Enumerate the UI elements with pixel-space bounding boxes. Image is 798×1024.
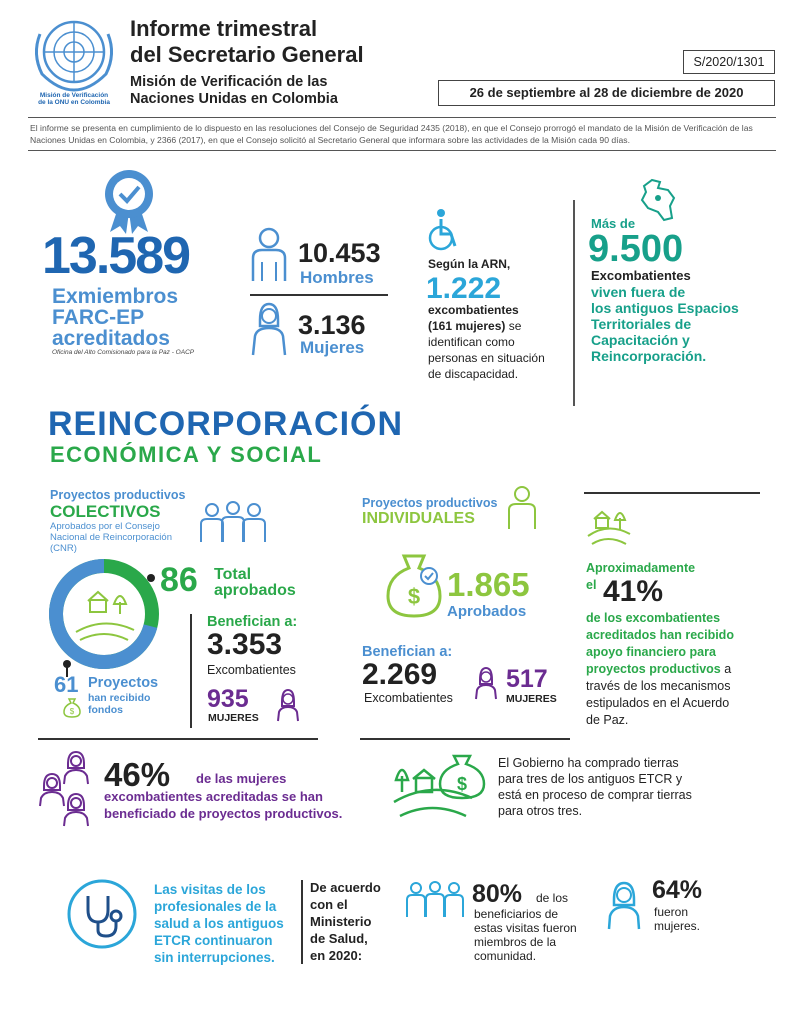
support-text-5-rest: a (720, 662, 732, 676)
collective-funded-number: 61 (54, 672, 79, 697)
women-group-icon (38, 750, 96, 828)
outside-text-2: viven fuera de (591, 284, 686, 300)
arn-intro: Según la ARN, (428, 257, 511, 271)
outside-pre: Más de (591, 216, 636, 231)
ministry-text-2: con el (310, 897, 348, 912)
health-women-number: 64% (652, 876, 703, 904)
community-text-1: de los (536, 891, 569, 905)
date-range: 26 de septiembre al 28 de diciembre de 2020 (469, 85, 744, 100)
header-divider (28, 117, 776, 118)
colombia-map-icon (638, 178, 678, 222)
collective-benefit-divider (190, 614, 192, 728)
women-benefit-number: 46% (104, 756, 171, 793)
person-lime-icon (506, 484, 538, 530)
collective-benefit-label: Benefician a: (207, 614, 298, 630)
collective-desc-3: (CNR) (50, 543, 77, 554)
wheelchair-icon (427, 208, 461, 252)
collective-benefit-sub: Excombatientes (207, 663, 296, 677)
ministry-text-1: De acuerdo (310, 880, 381, 895)
support-number: 41% (603, 575, 664, 608)
stats-vertical-divider (573, 200, 575, 406)
support-text-8: de Paz. (586, 713, 629, 727)
total-pointer-dot (147, 574, 155, 582)
intro-divider (28, 150, 776, 151)
doc-code: S/2020/1301 (693, 55, 765, 69)
collective-total-l2: aprobados (214, 582, 296, 599)
collective-label: Proyectos productivos (50, 488, 186, 502)
collective-total-number: 86 (160, 561, 198, 599)
support-text-1: Aproximadamente (586, 561, 696, 575)
section-title: REINCORPORACIÓN (48, 405, 404, 443)
farm-icon (586, 502, 632, 546)
woman-icon (250, 300, 288, 356)
money-bag-icon (62, 696, 82, 718)
individual-approved-number: 1.865 (447, 566, 530, 603)
health-text-2: profesionales de la (154, 899, 277, 914)
individual-approved-label: Aprobados (447, 603, 527, 620)
report-title-1: Informe trimestral (130, 16, 318, 41)
report-title-2: del Secretario General (130, 42, 364, 67)
un-emblem-icon (28, 14, 120, 92)
arn-women-count: (161 mujeres) (428, 319, 506, 333)
woman-purple-icon (276, 688, 300, 722)
outside-text-4: Territoriales de (591, 316, 692, 332)
stethoscope-icon (66, 878, 138, 950)
individual-women-label: MUJERES (506, 693, 557, 705)
svg-text:$: $ (69, 707, 75, 716)
women-number: 3.136 (298, 310, 366, 340)
outside-text-3: los antiguos Espacios (591, 300, 739, 316)
mission-title-2: Naciones Unidas en Colombia (130, 91, 338, 107)
collective-desc-2: Nacional de Reincorporación (50, 532, 172, 543)
arn-text-2 (428, 319, 521, 333)
group-people-icon (198, 500, 268, 544)
women-label: Mujeres (300, 338, 365, 357)
money-bag-large-icon (386, 552, 442, 618)
funded-pointer-dot (63, 660, 71, 668)
collective-label-big: COLECTIVOS (50, 502, 161, 521)
individual-benefit-number: 2.269 (362, 658, 438, 691)
individual-label-big: INDIVIDUALES (362, 510, 475, 527)
outside-text-6: Reincorporación. (591, 348, 707, 364)
health-text-1: Las visitas de los (154, 882, 266, 897)
support-text-5-bold: proyectos productivos (586, 662, 721, 676)
mid-divider-left (38, 738, 318, 740)
arn-text-1: excombatientes (428, 303, 519, 317)
individual-benefit-label: Benefician a: (362, 644, 453, 660)
arn-number: 1.222 (426, 272, 502, 305)
health-text-3: salud a los antiguos (154, 916, 284, 931)
award-badge-icon (100, 168, 158, 234)
health-women-text-1: fueron (654, 905, 689, 919)
individual-women-number: 517 (506, 665, 548, 693)
community-group-icon (404, 880, 466, 918)
ministry-text-5: en 2020: (310, 948, 363, 963)
support-text-7: estipulados en el Acuerdo (586, 696, 730, 710)
collective-women-number: 935 (207, 685, 249, 713)
individual-benefit-sub: Excombatientes (364, 691, 453, 705)
land-money-icon (392, 752, 492, 820)
health-women-text-2: mujeres. (654, 919, 701, 933)
land-text-2: para tres de los antiguos ETCR y (498, 772, 683, 786)
total-label-3: acreditados (52, 327, 170, 350)
ministry-text-4: de Salud, (310, 931, 368, 946)
women-benefit-text-2: excombatientes acreditadas se han (104, 789, 323, 804)
men-women-divider (250, 294, 388, 296)
support-text-5 (586, 662, 731, 676)
land-text-1: El Gobierno ha comprado tierras (498, 756, 679, 770)
women-benefit-text-1: de las mujeres (196, 771, 287, 786)
arn-text-3: identifican como (428, 335, 515, 349)
community-text-5: comunidad. (474, 949, 537, 963)
men-number: 10.453 (298, 238, 381, 268)
individual-label: Proyectos productivos (362, 496, 498, 510)
collective-desc-1: Aprobados por el Consejo (50, 521, 160, 532)
doc-code-box (683, 50, 775, 74)
health-vertical-divider (301, 880, 303, 964)
support-top-divider (584, 492, 760, 494)
support-text-4: apoyo financiero para (586, 645, 716, 659)
outside-text-1: Excombatientes (591, 268, 691, 283)
support-pre: el (586, 578, 597, 592)
collective-donut-chart (48, 558, 160, 670)
support-text-6: través de los mecanismos (586, 679, 731, 693)
total-source: Oficina del Alto Comisionado para la Paz - OACP (52, 349, 195, 356)
collective-funded-l1: Proyectos (88, 675, 159, 691)
health-text-5: sin interrupciones. (154, 950, 275, 965)
collective-total-l1: Total (214, 566, 252, 583)
arn-text-2-rest: se (505, 319, 522, 333)
collective-benefit-number: 3.353 (207, 628, 283, 661)
logo-caption: Misión de Verificación de la ONU en Colombia (38, 92, 110, 107)
svg-text:$: $ (407, 584, 421, 609)
ministry-text-3: Ministerio (310, 914, 372, 929)
community-text-3: estas visitas fueron (474, 921, 577, 935)
community-text-4: miembros de la (474, 935, 557, 949)
outside-number: 9.500 (588, 228, 684, 270)
support-text-3: acreditados han recibido (586, 628, 734, 642)
outside-text-5: Capacitación y (591, 332, 690, 348)
total-accredited-number: 13.589 (42, 227, 190, 285)
intro-text: El informe se presenta en cumplimiento de lo dispuesto en las resoluciones del Consejo de Seguridad 2435 (2018), en que el Consejo prorrogó el mandato de la Misión de Verificación de las Naciones Unidas en Colombia, y 2366 (2017), en que el Consejo solicitó al Secretario General que informara sobre las actividades de la Misión cada 90 días. (30, 123, 753, 145)
land-text-3: está en proceso de comprar tierras (498, 788, 692, 802)
arn-text-4: personas en situación (428, 351, 545, 365)
un-logo (28, 14, 120, 106)
date-range-box (438, 80, 775, 106)
women-benefit-text-3: beneficiado de proyectos productivos. (104, 806, 343, 821)
collective-funded-l3: fondos (88, 704, 123, 716)
collective-funded-l2: han recibido (88, 692, 151, 704)
arn-text-5: de discapacidad. (428, 367, 519, 381)
community-number: 80% (472, 880, 523, 908)
section-subtitle: ECONÓMICA Y SOCIAL (50, 442, 323, 467)
mission-title-1: Misión de Verificación de las (130, 74, 328, 90)
men-label: Hombres (300, 268, 374, 287)
woman-cyan-icon (606, 880, 642, 930)
man-icon (250, 226, 288, 282)
total-label-2: FARC-EP (52, 306, 145, 329)
support-text-2: de los excombatientes (586, 611, 721, 625)
health-text-4: ETCR continuaron (154, 933, 273, 948)
total-label-1: Exmiembros (52, 285, 179, 308)
mid-divider-right (360, 738, 570, 740)
woman-purple-icon-2 (474, 666, 498, 700)
svg-text:$: $ (456, 774, 468, 794)
community-text-2: beneficiarios de (474, 907, 559, 921)
land-text-4: para otros tres. (498, 804, 583, 818)
collective-women-label: MUJERES (208, 712, 259, 724)
